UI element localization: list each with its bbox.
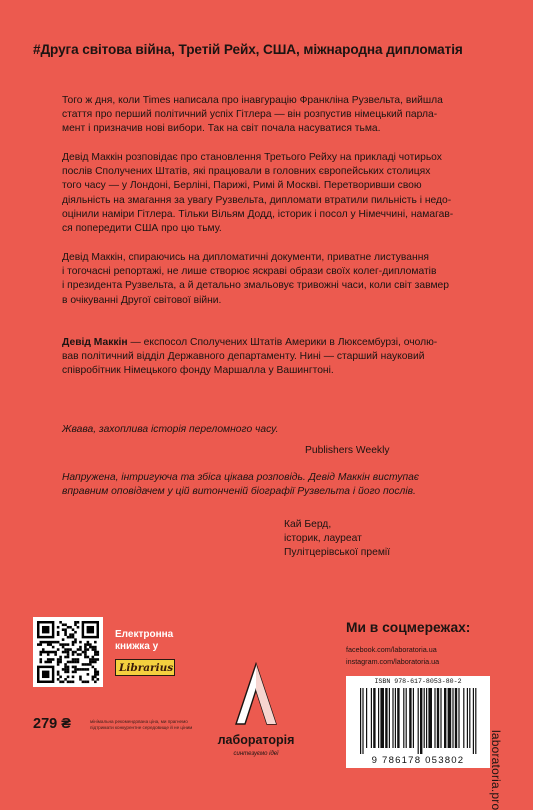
text-line: Девід Маккін, спираючись на дипломатичні документи, приватне листування	[62, 252, 429, 263]
text-line: співробітник Німецького фонду Маршалла у Вашингтоні.	[62, 365, 334, 377]
price: 279 ₴	[33, 716, 71, 732]
paragraph-sources	[62, 251, 472, 308]
hashtags-line: #Друга світова війна, Третій Рейх, США, міжнародна дипломатія	[33, 42, 463, 57]
ean-number: 9 786178 053802	[371, 755, 465, 766]
text-line: оцінили наміри Гітлера. Тільки Вільям Додд, історик і посол у Німеччині, намагав-	[62, 208, 454, 220]
paragraph-intro	[62, 94, 472, 137]
publisher-logo-icon	[234, 662, 278, 728]
social-link-facebook[interactable]: facebook.com/laboratoria.ua	[346, 645, 437, 654]
text-line: мент і призначив нові вибори. Так на світ почала насуватися тьма.	[62, 123, 381, 135]
text-line: вав політичний відділ Державного департаменту. Нині — старший науковий	[62, 351, 425, 363]
text-line: діяльність на змагання за увагу Рузвельта, дипломати втратили пильність і недо-	[62, 194, 452, 206]
social-heading: Ми в соцмережах:	[346, 620, 471, 635]
price-fine-print: мінімальна рекомендована ціна, ми прагнемо підтримати конкурентне середовище й не ціним	[90, 719, 193, 730]
text-line: Того ж дня, коли Times написала про інавгурацію Франкліна Рузвельта, вийшла	[62, 95, 443, 106]
qr-code-graphic	[33, 617, 103, 687]
author-bio	[62, 336, 472, 379]
ebook-label-line: книжка у	[115, 641, 159, 652]
qr-code[interactable]	[33, 617, 103, 687]
barcode-graphic	[358, 688, 478, 754]
website-vertical[interactable]: laboratoria.pro	[489, 730, 503, 810]
text-line: Напружена, інтригуюча та збіса цікава розповідь. Девід Маккін виступає	[62, 472, 420, 483]
reviewer-name: Кай Берд,	[284, 519, 332, 530]
author-name: Девід Маккін	[62, 337, 128, 348]
text-line: стаття про перший політичний успіх Гітлера — він розпустив німецький парла-	[62, 109, 438, 121]
social-link-instagram[interactable]: instagram.com/laboratoria.ua	[346, 657, 440, 666]
text-line: Девід Маккін розповідає про становлення Третього Рейху на прикладі чотирьох	[62, 152, 442, 163]
text-line: і президента Рузвельта, а й детально змальовує тривожні часи, коли світ завмер	[62, 280, 449, 292]
barcode-panel	[346, 676, 490, 768]
text-line: і тогочасні репортажі, не лише створює яскраві образи своїх колег-дипломатів	[62, 266, 437, 278]
ebook-label	[115, 629, 173, 653]
text-line: послів Сполучених Штатів, які працювали в головних європейських столицях	[62, 166, 431, 178]
review-quote-1: Жвава, захоплива історія переломного часу.	[62, 424, 279, 435]
paragraph-ambassadors	[62, 151, 472, 236]
reviewer-award: Пулітцерівської премії	[284, 547, 391, 559]
text-line: вправним оповідачем у цій витонченій біографії Рузвельта і його послів.	[62, 486, 416, 498]
reviewer-title: історик, лауреат	[284, 533, 362, 545]
text-line: того часу — у Лондоні, Берліні, Парижі, Римі й Москві. Перетворивши свою	[62, 180, 422, 192]
review-source-2	[284, 518, 390, 561]
text-line: ся попередити США про цю тьму.	[62, 223, 222, 235]
publisher-slogan: синтезуємо ідеї	[233, 751, 279, 757]
review-source-1: Publishers Weekly	[305, 445, 390, 456]
isbn-label: ISBN 978-617-8053-80-2	[374, 678, 462, 685]
text-line	[62, 336, 472, 350]
review-quote-2	[62, 471, 472, 499]
text-line: в очікуванні Другої світової війни.	[62, 294, 222, 306]
ebook-label-line: Електронна	[115, 629, 174, 640]
librarius-logo[interactable]: Librarius	[115, 659, 175, 676]
author-bio-text: — експосол Сполучених Штатів Америки в Люксембурзі, очолю-	[127, 337, 438, 348]
publisher-name: лабораторія	[217, 733, 295, 747]
